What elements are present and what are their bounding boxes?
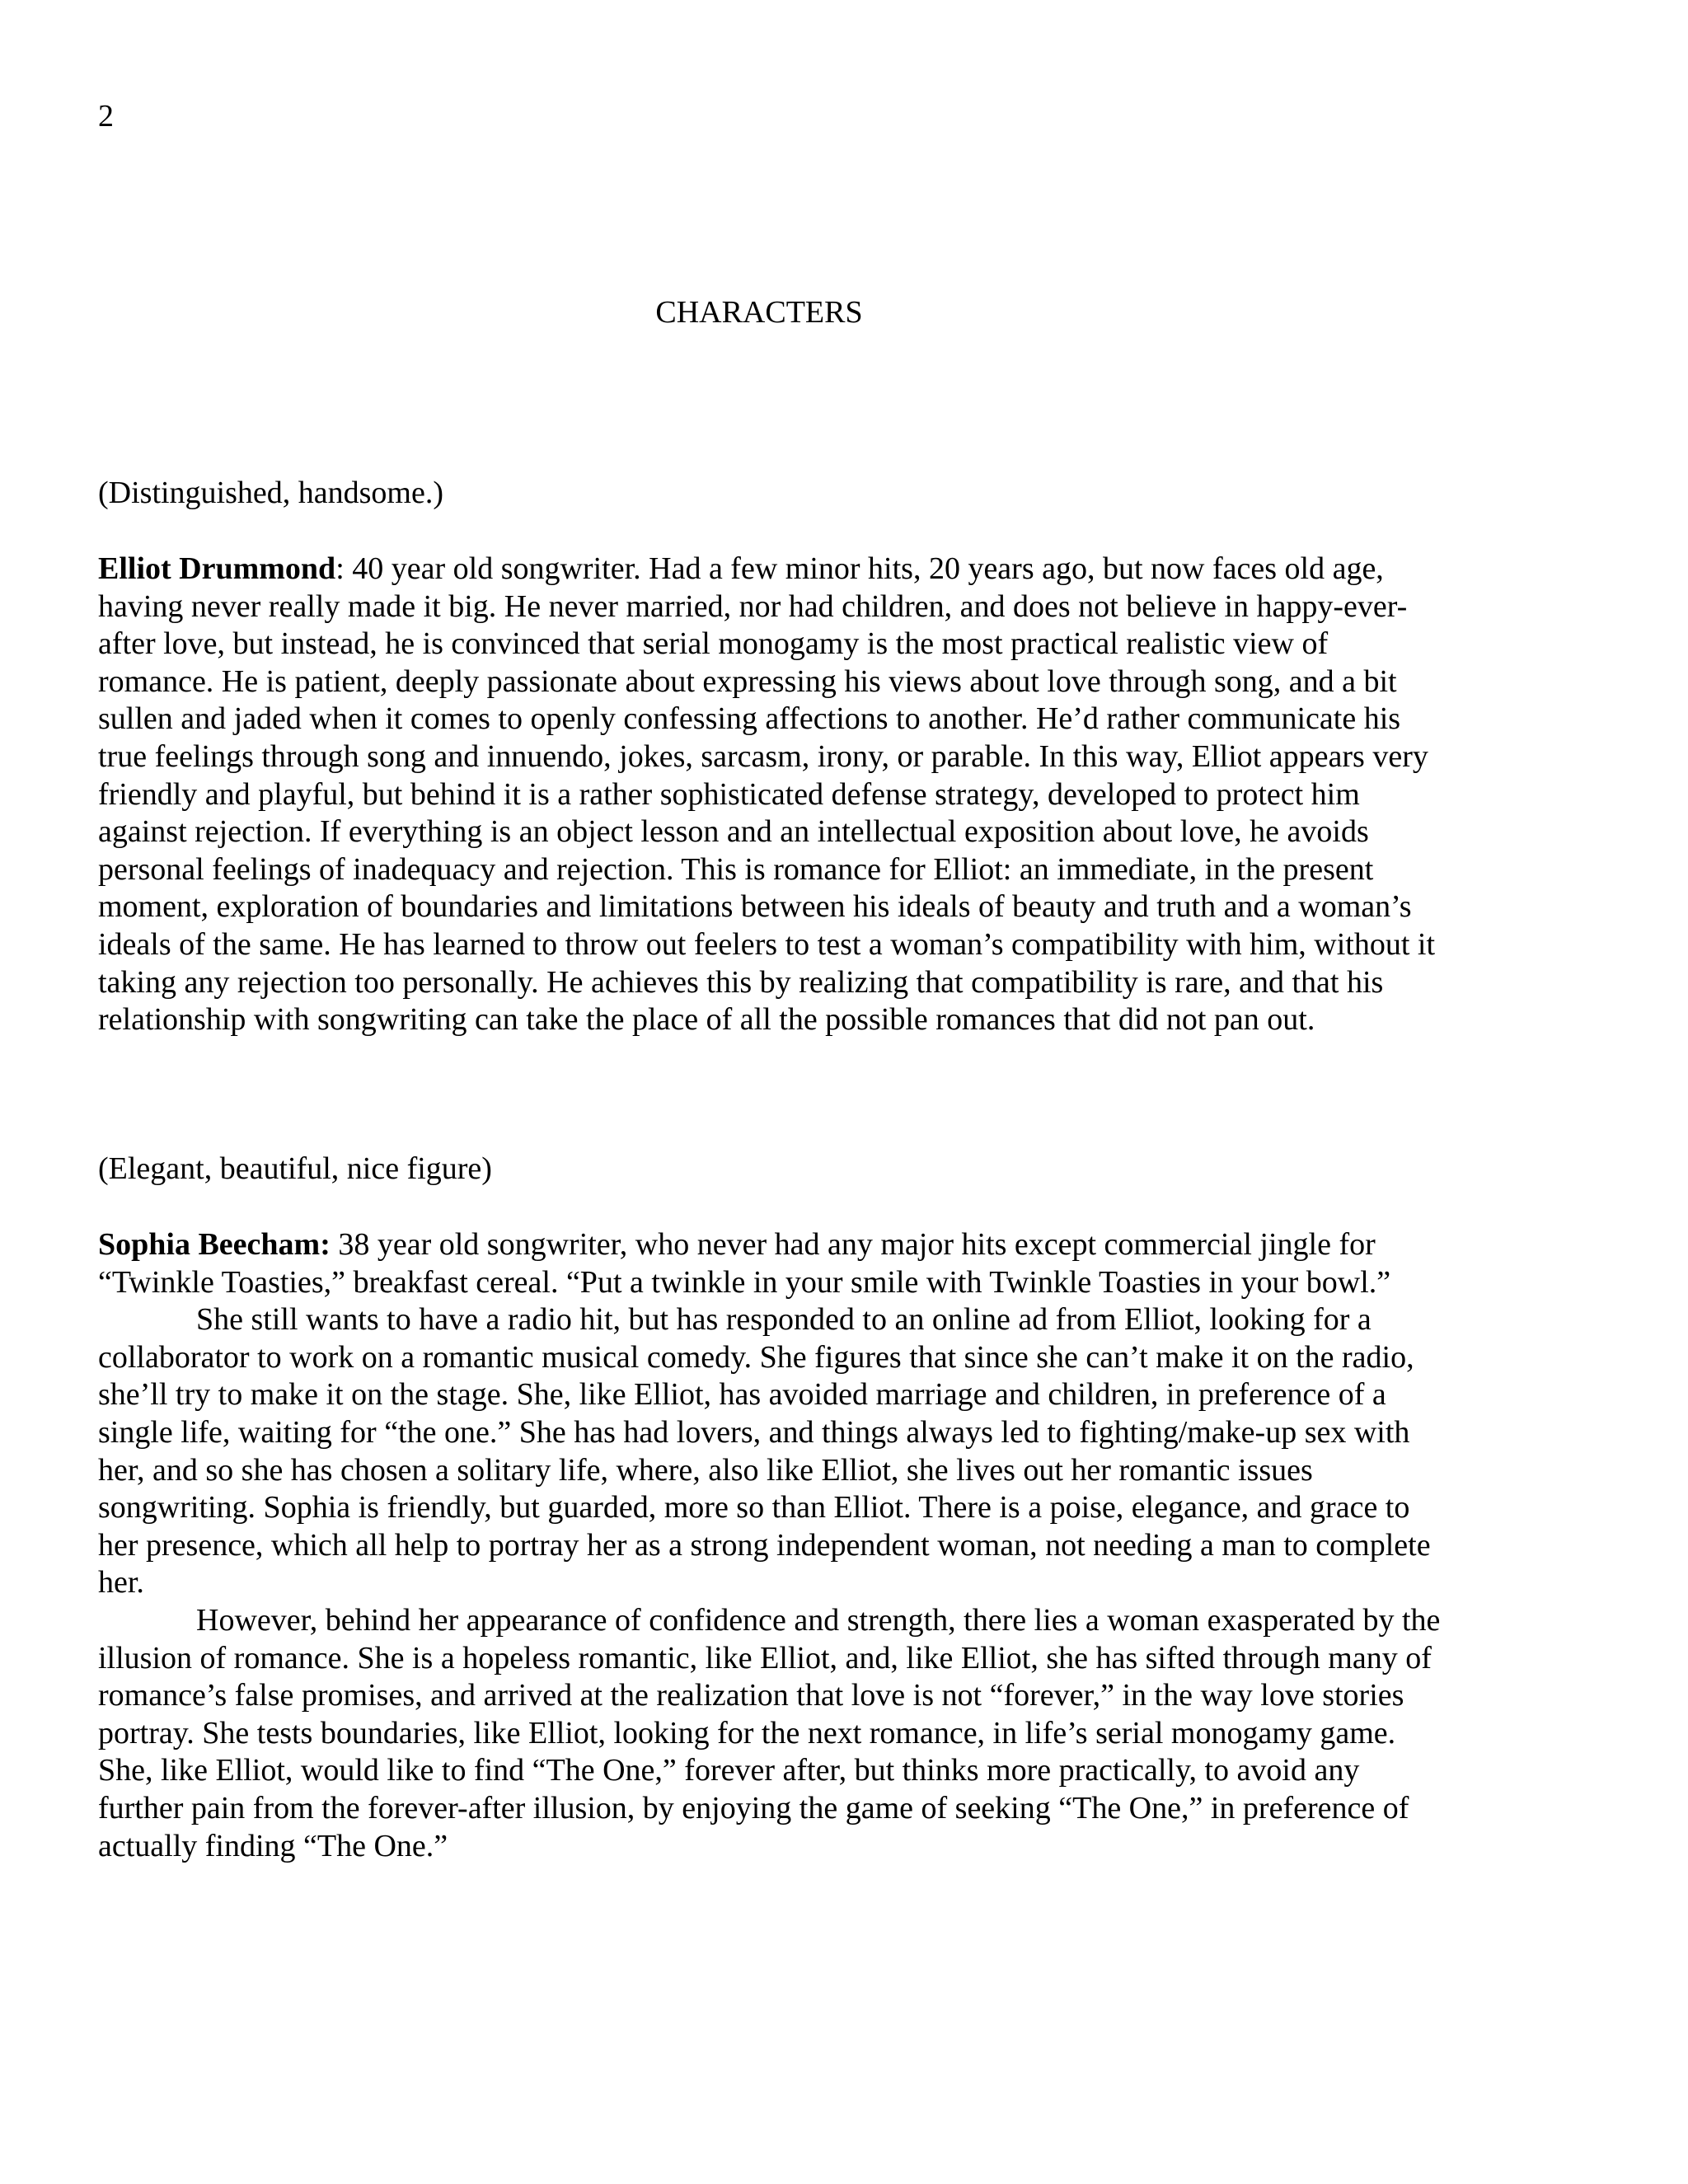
sophia-character-entry [98,1226,1450,1865]
elliot-character-entry [98,551,1450,1039]
elliot-description: (Distinguished, handsome.) [98,476,444,510]
elliot-bio-text: : 40 year old songwriter. Had a few minor hits, 20 years ago, but now faces old age, having never really made it big. He never married, nor had children, and does not believe in happy-ever-after love, but instead, he is convinced that serial monogamy is the most practical realistic view of romance. He is patient, deeply passionate about expressing his views about love through song, and a bit sullen and jaded when it comes to openly confessing affections to another. He’d rather communicate his true feelings through song and innuendo, jokes, sarcasm, irony, or parable. In this way, Elliot appears very friendly and playful, but behind it is a rather sophisticated defense strategy, developed to protect him against rejection. If everything is an object lesson and an intellectual exposition about love, he avoids personal feelings of inadequacy and rejection. This is romance for Elliot: an immediate, in the present moment, exploration of boundaries and limitations between his ideals of beauty and truth and a woman’s ideals of the same. He has learned to throw out feelers to test a woman’s compatibility with him, without it taking any rejection too personally. He achieves this by realizing that compatibility is rare, and that his relationship with songwriting can take the place of all the possible romances that did not pan out. [98,551,1436,1038]
sophia-bio-text: 38 year old songwriter, who never had any major hits except commercial jingle for “Twinkle Toasties,” breakfast cereal. “Put a twinkle in your smile with Twinkle Toasties in your bowl.” [98,1227,1391,1300]
sophia-bio-paragraph [98,1226,1450,1301]
sophia-name: Sophia Beecham: [98,1227,331,1262]
elliot-name: Elliot Drummond [98,551,336,586]
page-heading: CHARACTERS [655,295,863,330]
sophia-description: (Elegant, beautiful, nice figure) [98,1151,492,1186]
sophia-paragraph-2: She still wants to have a radio hit, but has responded to an online ad from Elliot, looking for a collaborator to work on a romantic musical comedy. She figures that since she can’t make it on the radio, she’ll try to make it on the stage. She, like Elliot, has avoided marriage and children, in preference of a single life, waiting for “the one.” She has had lovers, and things always led to fighting/make-up sex with her, and so she has chosen a solitary life, where, also like Elliot, she lives out her romantic issues songwriting. Sophia is friendly, but guarded, more so than Elliot. There is a poise, elegance, and grace to her presence, which all help to portray her as a strong independent woman, not needing a man to complete her. [98,1302,1431,1601]
page-number: 2 [98,99,114,134]
elliot-bio-paragraph [98,551,1450,1039]
sophia-paragraph-3: However, behind her appearance of confidence and strength, there lies a woman exasperated by the illusion of romance. She is a hopeless romantic, like Elliot, and, like Elliot, she has sifted through many of romance’s false promises, and arrived at the realization that love is not “forever,” in the way love stories portray. She tests boundaries, like Elliot, looking for the next romance, in life’s serial monogamy game. She, like Elliot, would like to find “The One,” forever after, but thinks more practically, to avoid any further pain from the forever-after illusion, by enjoying the game of seeking “The One,” in preference of actually finding “The One.” [98,1602,1441,1863]
